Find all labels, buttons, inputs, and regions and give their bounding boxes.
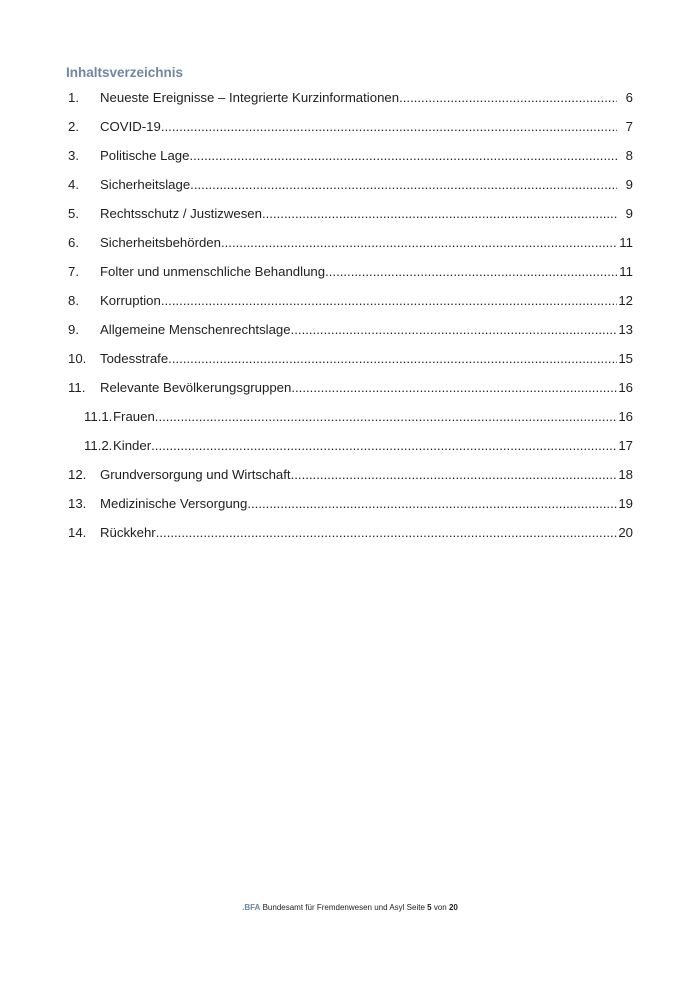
toc-entry-page: 19 [618, 496, 633, 511]
footer-of-label: von [433, 903, 447, 912]
toc-entry-page: 7 [625, 119, 633, 134]
toc-entry[interactable] [66, 323, 633, 337]
toc-entry-label: COVID-19 [100, 119, 161, 134]
toc-entry[interactable] [66, 410, 633, 424]
toc-entry[interactable] [66, 352, 633, 366]
footer-page-label: Seite [406, 903, 425, 912]
dot-leader [156, 526, 617, 540]
toc-entry[interactable] [66, 149, 633, 163]
dot-leader [291, 468, 617, 482]
dot-leader [190, 178, 617, 192]
toc-entry-page: 12 [618, 293, 633, 308]
dot-leader [168, 352, 617, 366]
toc-entry-label: Politische Lage [100, 148, 190, 163]
toc-entry-page: 9 [625, 206, 633, 221]
footer-page-total: 20 [448, 903, 458, 912]
footer-org-text: Bundesamt für Fremdenwesen und Asyl [262, 903, 405, 912]
dot-leader [291, 381, 617, 395]
toc-entry[interactable] [66, 236, 633, 250]
toc-entry-number: 1. [68, 90, 79, 105]
bfa-logo: .BFA [242, 903, 261, 912]
toc-entry-label: Korruption [100, 293, 161, 308]
toc-entry[interactable] [66, 207, 633, 221]
toc-entry-label: Allgemeine Menschenrechtslage [100, 322, 291, 337]
toc-entry-page: 16 [618, 409, 633, 424]
toc-entry-page: 8 [625, 148, 633, 163]
toc-entry[interactable] [66, 91, 633, 105]
toc-entry-label: Grundversorgung und Wirtschaft [100, 467, 291, 482]
toc-entry-number: 7. [68, 264, 79, 279]
toc-entry[interactable] [66, 526, 633, 540]
toc-entry[interactable] [66, 120, 633, 134]
toc-entry[interactable] [66, 497, 633, 511]
toc-entry[interactable] [66, 294, 633, 308]
toc-entry-label: Sicherheitsbehörden [100, 235, 221, 250]
dot-leader [262, 207, 617, 221]
toc-entry-number: 10. [68, 351, 87, 366]
toc-entry-number: 13. [68, 496, 87, 511]
toc-entry-label: Rückkehr [100, 525, 156, 540]
dot-leader [399, 91, 617, 105]
toc-entry-number: 4. [68, 177, 79, 192]
toc-entry-label: Neueste Ereignisse – Integrierte Kurzinformationen [100, 90, 400, 105]
toc-entry[interactable] [66, 439, 633, 453]
dot-leader [151, 439, 617, 453]
toc-entry-page: 6 [625, 90, 633, 105]
toc-entry-label: Todesstrafe [100, 351, 169, 366]
toc-entry[interactable] [66, 381, 633, 395]
toc-entry-page: 9 [625, 177, 633, 192]
toc-entry-number: 8. [68, 293, 79, 308]
dot-leader [155, 410, 617, 424]
toc-entry-label: Folter und unmenschliche Behandlung [100, 264, 326, 279]
toc-title: Inhaltsverzeichnis [66, 65, 184, 80]
toc-entry[interactable] [66, 178, 633, 192]
dot-leader [325, 265, 617, 279]
toc-entry-page: 18 [618, 467, 633, 482]
page-footer [0, 902, 700, 913]
toc-entry-number: 11.2. [84, 438, 113, 453]
toc-entry-number: 6. [68, 235, 79, 250]
toc-entry-label: Medizinische Versorgung [100, 496, 248, 511]
toc-entry-page: 20 [618, 525, 633, 540]
toc-entry-number: 5. [68, 206, 79, 221]
toc-entry-page: 11 [619, 264, 633, 279]
toc-entry-number: 3. [68, 148, 79, 163]
toc-entry-page: 13 [618, 322, 633, 337]
dot-leader [247, 497, 617, 511]
dot-leader [291, 323, 617, 337]
toc-entry-number: 11.1. [84, 409, 113, 424]
toc-entry-label: Sicherheitslage [100, 177, 191, 192]
footer-page-current: 5 [427, 903, 432, 912]
dot-leader [161, 120, 617, 134]
toc-entry-number: 12. [68, 467, 87, 482]
toc-entry-page: 15 [618, 351, 633, 366]
toc-entry-page: 11 [619, 235, 633, 250]
toc-entry-label: Frauen [113, 409, 155, 424]
toc-entry-number: 2. [68, 119, 79, 134]
toc-entry[interactable] [66, 265, 633, 279]
toc-entry-number: 9. [68, 322, 79, 337]
toc-entry-number: 14. [68, 525, 87, 540]
dot-leader [189, 149, 617, 163]
dot-leader [161, 294, 617, 308]
toc-entry-page: 16 [618, 380, 633, 395]
toc-entry-label: Rechtsschutz / Justizwesen [100, 206, 262, 221]
toc-entry-page: 17 [618, 438, 633, 453]
toc-entry-label: Relevante Bevölkerungsgruppen [100, 380, 292, 395]
toc-entry-label: Kinder [113, 438, 152, 453]
toc-entry[interactable] [66, 468, 633, 482]
table-of-contents [66, 91, 633, 540]
toc-entry-number: 11. [68, 380, 86, 395]
dot-leader [221, 236, 617, 250]
